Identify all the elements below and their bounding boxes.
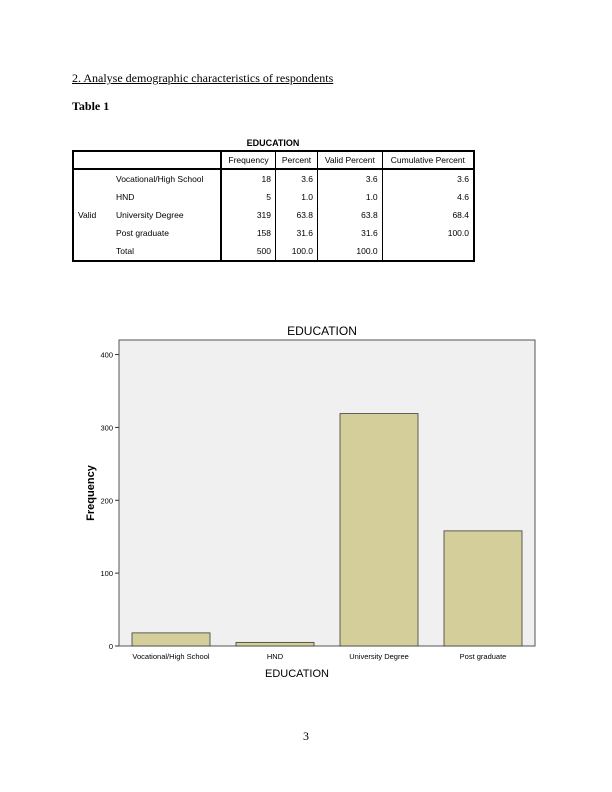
row-category: Total (112, 242, 221, 261)
row-valid-percent: 31.6 (318, 224, 383, 242)
table-row (73, 206, 474, 224)
education-table (72, 150, 475, 262)
x-tick-label: Vocational/High School (132, 652, 210, 661)
y-tick-label: 0 (108, 642, 113, 651)
section-heading: 2. Analyse demographic characteristics of respondents (72, 71, 334, 85)
bar (132, 633, 210, 646)
header-blank (73, 151, 112, 169)
row-valid-percent: 1.0 (318, 188, 383, 206)
x-tick-label: Post graduate (459, 652, 507, 661)
row-category: HND (112, 188, 221, 206)
header-percent: Percent (276, 151, 318, 169)
y-axis-label: Frequency (85, 465, 97, 521)
row-group-cell (73, 224, 112, 242)
header-valid-percent: Valid Percent (318, 151, 383, 169)
table-title: EDUCATION (246, 138, 300, 148)
bar (236, 642, 314, 646)
row-cumulative: 68.4 (382, 206, 474, 224)
row-cumulative (382, 242, 474, 261)
row-percent: 31.6 (276, 224, 318, 242)
bar (444, 531, 522, 646)
row-percent: 100.0 (276, 242, 318, 261)
table-row (73, 188, 474, 206)
row-percent: 1.0 (276, 188, 318, 206)
row-group-cell (73, 169, 112, 188)
y-tick-label: 300 (100, 423, 113, 433)
row-frequency: 5 (221, 188, 276, 206)
row-category: Post graduate (112, 224, 221, 242)
chart-svg (60, 318, 560, 688)
y-tick-label: 400 (100, 350, 113, 360)
x-tick-label: University Degree (349, 652, 409, 661)
row-cumulative: 100.0 (382, 224, 474, 242)
bar (340, 414, 418, 646)
page-number: 3 (303, 729, 309, 743)
y-tick-label: 100 (100, 569, 113, 579)
table-row (73, 169, 474, 188)
row-valid-percent: 100.0 (318, 242, 383, 261)
table-row (73, 242, 474, 261)
row-group-cell (73, 188, 112, 206)
row-valid-percent: 63.8 (318, 206, 383, 224)
y-tick-label: 200 (100, 496, 113, 506)
row-cumulative: 3.6 (382, 169, 474, 188)
header-frequency: Frequency (221, 151, 276, 169)
row-valid-percent: 3.6 (318, 169, 383, 188)
row-category: Vocational/High School (112, 169, 221, 188)
x-axis-label: EDUCATION (265, 668, 329, 680)
row-group-label: Valid (78, 210, 97, 220)
x-tick-label: HND (266, 652, 284, 661)
row-cumulative: 4.6 (382, 188, 474, 206)
row-category: University Degree (112, 206, 221, 224)
education-bar-chart (60, 318, 560, 688)
row-frequency: 18 (221, 169, 276, 188)
row-frequency: 500 (221, 242, 276, 261)
row-frequency: 319 (221, 206, 276, 224)
row-frequency: 158 (221, 224, 276, 242)
header-blank (112, 151, 221, 169)
chart-title: EDUCATION (287, 324, 357, 338)
row-group-cell (73, 242, 112, 261)
table-row (73, 224, 474, 242)
row-percent: 63.8 (276, 206, 318, 224)
header-cumulative-percent: Cumulative Percent (382, 151, 474, 169)
table-label: Table 1 (72, 99, 110, 113)
row-percent: 3.6 (276, 169, 318, 188)
